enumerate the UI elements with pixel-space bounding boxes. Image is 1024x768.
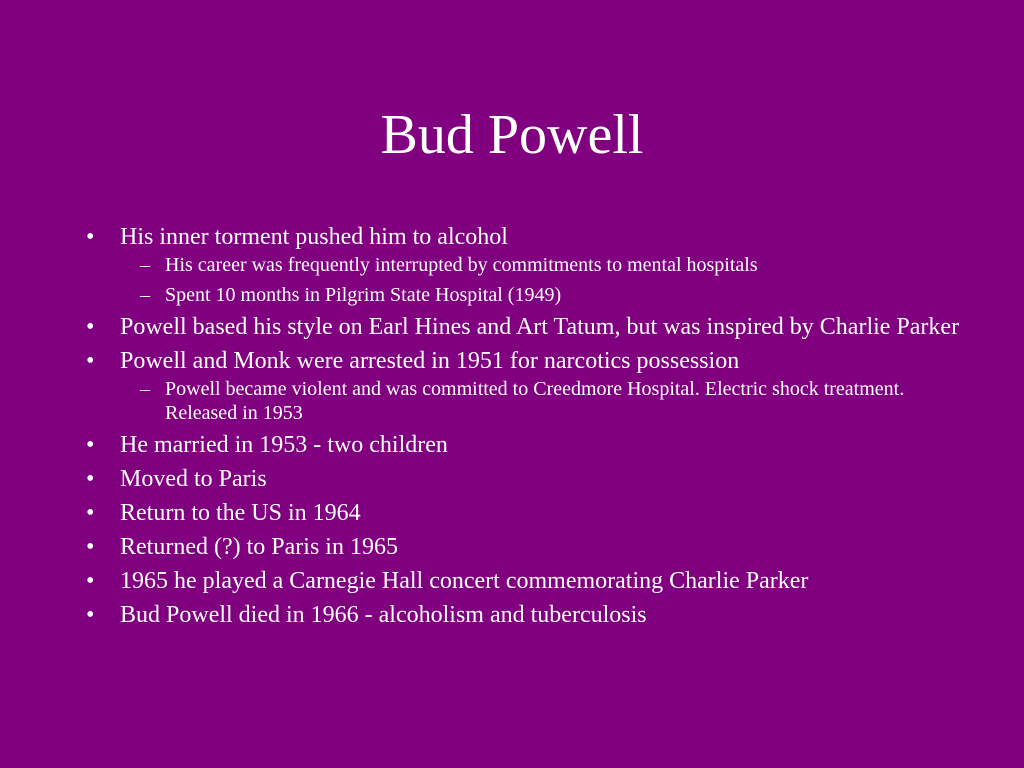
list-item-text: Return to the US in 1964 xyxy=(120,500,361,526)
bullet-icon: • xyxy=(86,602,95,628)
bullet-icon: • xyxy=(86,348,95,374)
list-item xyxy=(86,499,966,527)
dash-icon: – xyxy=(140,284,150,306)
list-item xyxy=(86,601,966,629)
sub-list-item xyxy=(120,253,966,277)
bullet-icon: • xyxy=(86,568,95,594)
bullet-icon: • xyxy=(86,500,95,526)
list-item-text: Powell and Monk were arrested in 1951 for narcotics possession xyxy=(120,348,740,374)
list-item xyxy=(86,347,966,425)
bullet-icon: • xyxy=(86,534,95,560)
list-item xyxy=(86,431,966,459)
sub-list-item-text: Powell became violent and was committed to Creedmore Hospital. Electric shock treatment. Released in 1953 xyxy=(165,378,905,424)
bullet-list xyxy=(86,223,966,635)
list-item xyxy=(86,567,966,595)
bullet-icon: • xyxy=(86,314,95,340)
sub-list xyxy=(120,253,966,307)
list-item-text: Moved to Paris xyxy=(120,466,267,492)
list-item xyxy=(86,313,966,341)
sub-list-item-text: His career was frequently interrupted by commitments to mental hospitals xyxy=(165,254,758,276)
list-item xyxy=(86,465,966,493)
dash-icon: – xyxy=(140,254,150,276)
list-item xyxy=(86,223,966,307)
slide-title: Bud Powell xyxy=(380,104,644,166)
dash-icon: – xyxy=(140,378,150,400)
list-item-text: Returned (?) to Paris in 1965 xyxy=(120,534,398,560)
list-item-text: His inner torment pushed him to alcohol xyxy=(120,224,508,250)
sub-list-item-text: Spent 10 months in Pilgrim State Hospital (1949) xyxy=(165,284,562,306)
bullet-icon: • xyxy=(86,224,95,250)
bullet-icon: • xyxy=(86,432,95,458)
list-item xyxy=(86,533,966,561)
list-item-text: He married in 1953 - two children xyxy=(120,432,448,458)
list-item-text: Bud Powell died in 1966 - alcoholism and tuberculosis xyxy=(120,602,647,628)
list-item-text: 1965 he played a Carnegie Hall concert commemorating Charlie Parker xyxy=(120,568,809,594)
sub-list xyxy=(120,377,966,425)
bullet-icon: • xyxy=(86,466,95,492)
list-item-text: Powell based his style on Earl Hines and Art Tatum, but was inspired by Charlie Parker xyxy=(120,314,960,340)
sub-list-item xyxy=(120,377,966,425)
sub-list-item xyxy=(120,283,966,307)
